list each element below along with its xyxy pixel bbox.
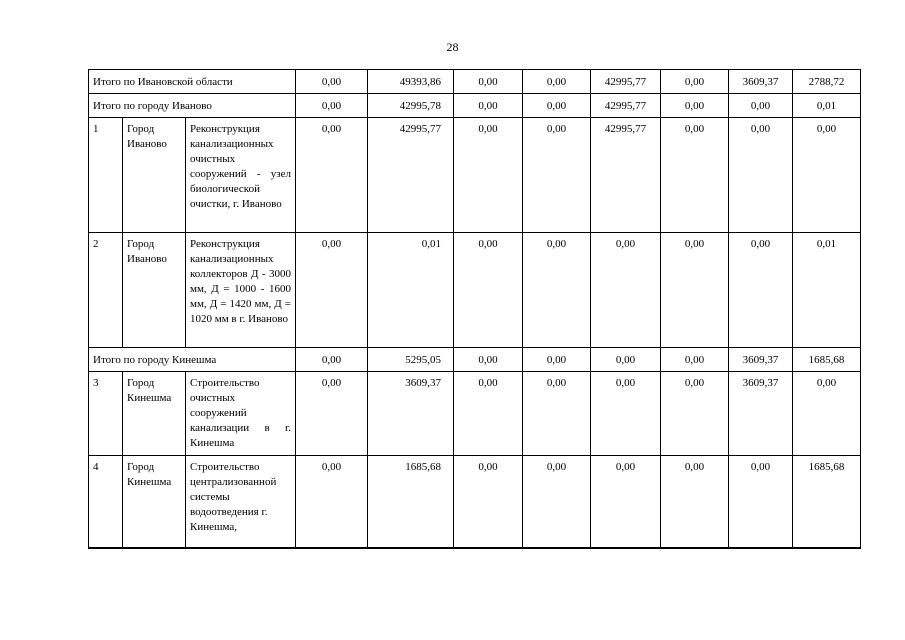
row-object: Реконструкция канализационных коллекторов Д - 3000 мм, Д = 1000 - 1600 мм, Д = 1420 мм, Д = 1020 мм в г. Иваново <box>186 233 296 348</box>
row-number: 4 <box>89 456 123 549</box>
table-cell: 42995,78 <box>368 94 454 118</box>
table-row <box>89 233 861 348</box>
table-cell: 42995,77 <box>591 94 661 118</box>
table-cell: 0,00 <box>523 233 591 348</box>
total-row-ivanovo-city <box>89 94 861 118</box>
table-cell: 0,01 <box>793 233 861 348</box>
table-cell: 0,00 <box>454 118 523 233</box>
table-cell: 0,00 <box>523 70 591 94</box>
table-cell: 0,00 <box>591 456 661 549</box>
table-cell: 1685,68 <box>368 456 454 549</box>
table-cell: 0,00 <box>661 118 729 233</box>
table-cell: 0,00 <box>729 118 793 233</box>
investment-table <box>88 69 861 549</box>
table-cell: 0,00 <box>523 348 591 372</box>
table-cell: 0,00 <box>591 348 661 372</box>
table-cell: 42995,77 <box>591 118 661 233</box>
table-cell: 42995,77 <box>368 118 454 233</box>
table-cell: 0,00 <box>454 94 523 118</box>
table-cell: 3609,37 <box>729 372 793 456</box>
row-number: 3 <box>89 372 123 456</box>
table-cell: 3609,37 <box>729 348 793 372</box>
total-label: Итого по городу Кинешма <box>89 348 296 372</box>
table-cell: 0,00 <box>793 372 861 456</box>
row-city: Город Кинешма <box>123 372 186 456</box>
table-cell: 0,00 <box>591 233 661 348</box>
table-cell: 0,00 <box>454 456 523 549</box>
table-cell: 1685,68 <box>793 456 861 549</box>
table-cell: 5295,05 <box>368 348 454 372</box>
table-cell: 0,00 <box>523 118 591 233</box>
table-cell: 0,01 <box>368 233 454 348</box>
total-row-ivanovo-region <box>89 70 861 94</box>
table-cell: 0,00 <box>296 348 368 372</box>
row-city: Город Иваново <box>123 233 186 348</box>
table-cell: 0,00 <box>454 372 523 456</box>
table-cell: 0,00 <box>523 372 591 456</box>
table-cell: 0,00 <box>729 233 793 348</box>
table-cell: 0,00 <box>296 118 368 233</box>
table-cell: 0,00 <box>661 70 729 94</box>
table-cell: 0,00 <box>661 372 729 456</box>
table-cell: 0,00 <box>661 456 729 549</box>
table-cell: 2788,72 <box>793 70 861 94</box>
row-object: Строительство централизованной системы водоотведения г. Кинешма, <box>186 456 296 549</box>
table-cell: 0,00 <box>729 94 793 118</box>
total-label: Итого по городу Иваново <box>89 94 296 118</box>
table-row <box>89 456 861 549</box>
table-row <box>89 118 861 233</box>
table-cell: 3609,37 <box>368 372 454 456</box>
table-cell: 42995,77 <box>591 70 661 94</box>
table-cell: 0,00 <box>296 70 368 94</box>
table-cell: 0,00 <box>454 348 523 372</box>
row-city: Город Кинешма <box>123 456 186 549</box>
table-cell: 0,00 <box>661 233 729 348</box>
table-cell: 49393,86 <box>368 70 454 94</box>
row-city: Город Иваново <box>123 118 186 233</box>
row-number: 2 <box>89 233 123 348</box>
table-cell: 0,00 <box>296 233 368 348</box>
table-cell: 0,00 <box>523 456 591 549</box>
row-number: 1 <box>89 118 123 233</box>
table-cell: 0,00 <box>729 456 793 549</box>
table-cell: 0,00 <box>523 94 591 118</box>
table-cell: 0,00 <box>591 372 661 456</box>
page-number: 28 <box>446 40 459 54</box>
table-cell: 0,00 <box>296 94 368 118</box>
row-object: Строительство очистных сооружений канализации в г. Кинешма <box>186 372 296 456</box>
table-row <box>89 372 861 456</box>
total-label: Итого по Ивановской области <box>89 70 296 94</box>
table-cell: 0,00 <box>454 70 523 94</box>
table-cell: 0,00 <box>793 118 861 233</box>
table-cell: 0,00 <box>454 233 523 348</box>
table-cell: 1685,68 <box>793 348 861 372</box>
row-object: Реконструкция канализационных очистных сооружений - узел биологической очистки, г. Иваново <box>186 118 296 233</box>
table-cell: 0,00 <box>296 372 368 456</box>
table-cell: 0,01 <box>793 94 861 118</box>
table-cell: 0,00 <box>661 94 729 118</box>
table-cell: 3609,37 <box>729 70 793 94</box>
table-cell: 0,00 <box>296 456 368 549</box>
total-row-kineshma-city <box>89 348 861 372</box>
table-cell: 0,00 <box>661 348 729 372</box>
